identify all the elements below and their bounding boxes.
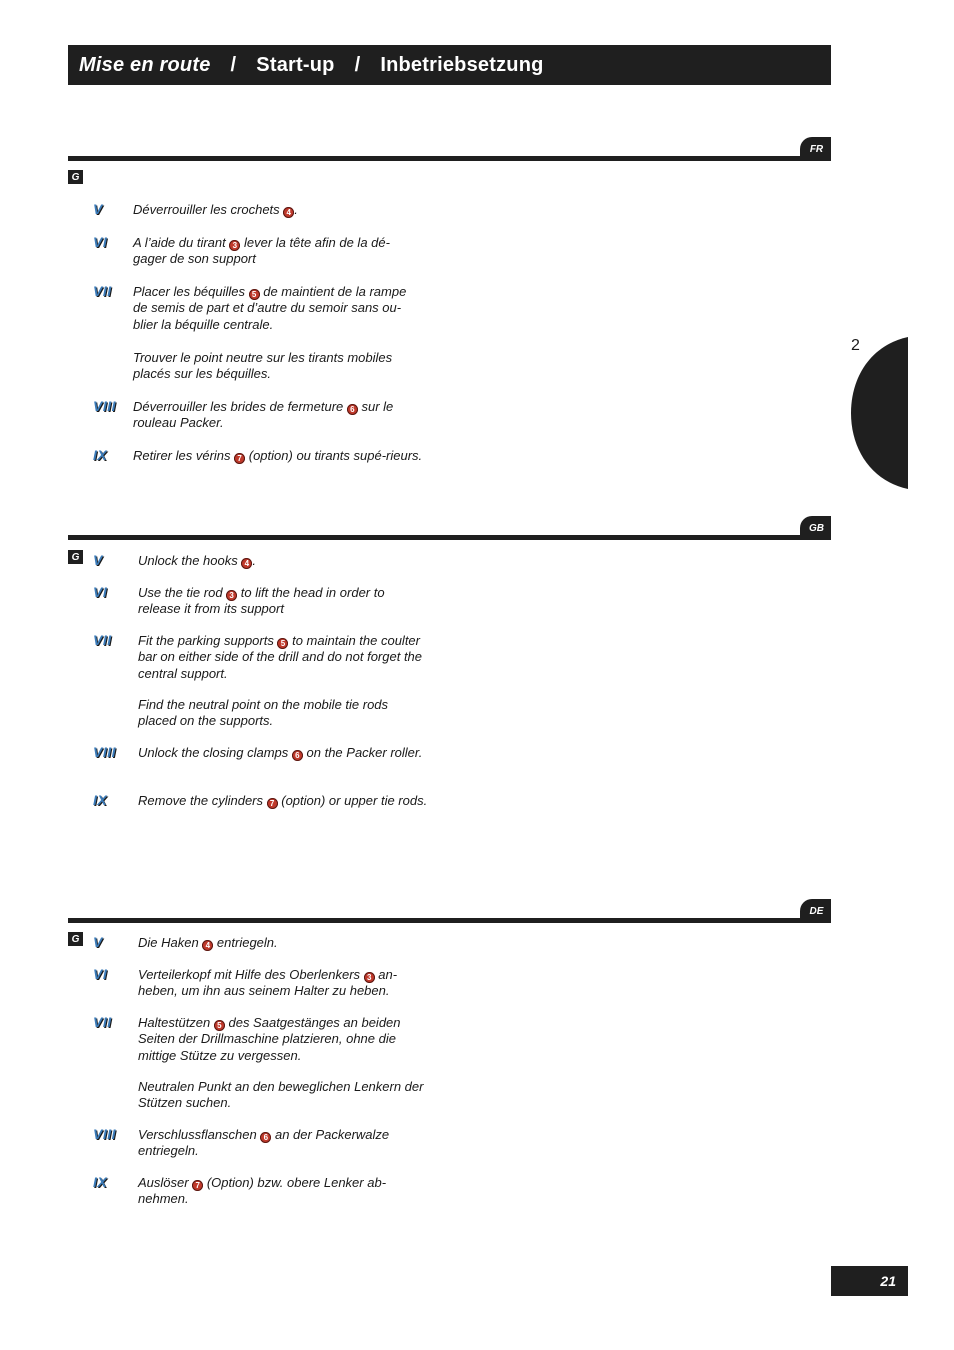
- step-text: Unlock the closing clamps 6 on the Packer roller.: [138, 745, 423, 760]
- header-separator: /: [230, 53, 237, 76]
- step-number: VII: [93, 632, 112, 648]
- step-number: VII: [93, 283, 112, 299]
- callout-badge: 5: [249, 289, 260, 300]
- header-title-de: Inbetriebsetzung: [380, 53, 544, 76]
- step-text: Fit the parking supports 5 to maintain the coulter bar on either side of the drill and do not forget the central support.: [138, 633, 423, 681]
- step-text: Haltestützen 5 des Saatgestänges an beiden Seiten der Drillmaschine platzieren, ohne die mittige Stütze zu vergessen.: [138, 1015, 401, 1063]
- callout-badge: 5: [214, 1020, 225, 1031]
- callout-badge: 6: [260, 1132, 271, 1143]
- lang-tab-fr: FR: [800, 137, 831, 161]
- callout-badge: 7: [192, 1180, 203, 1191]
- step-text: Neutralen Punkt an den beweglichen Lenkern der Stützen suchen.: [138, 1079, 424, 1111]
- step-text: Verschlussflanschen 6 an der Packerwalze entriegeln.: [138, 1127, 390, 1159]
- chapter-tab: [851, 337, 908, 489]
- step-text: Déverrouiller les brides de fermeture 6 sur le rouleau Packer.: [133, 399, 394, 431]
- callout-badge: 6: [292, 750, 303, 761]
- step-number: V: [93, 934, 103, 950]
- step-number: IX: [93, 792, 108, 808]
- section-marker-gb: G: [68, 550, 83, 564]
- callout-badge: 3: [364, 972, 375, 983]
- step-number: V: [93, 201, 103, 217]
- step-text: Remove the cylinders 7 (option) or upper tie rods.: [138, 793, 428, 808]
- step-text: Find the neutral point on the mobile tie rods placed on the supports.: [138, 697, 389, 729]
- step-text: Unlock the hooks 4 .: [138, 553, 256, 568]
- chapter-number: 2: [851, 337, 860, 354]
- step-text: Trouver le point neutre sur les tirants mobiles placés sur les béquilles.: [133, 350, 393, 382]
- step-number: V: [93, 552, 103, 568]
- step-number: VI: [93, 234, 108, 250]
- header-bar: [68, 45, 831, 85]
- header-title-fr: Mise en route: [79, 53, 211, 76]
- header-title-gb: Start-up: [256, 53, 335, 76]
- header-separator: /: [354, 53, 361, 76]
- step-number: IX: [93, 447, 108, 463]
- step-text: Déverrouiller les crochets 4 .: [133, 202, 298, 217]
- callout-badge: 4: [202, 940, 213, 951]
- step-number: VIII: [93, 398, 117, 414]
- step-text: Die Haken 4 entriegeln.: [138, 935, 278, 950]
- step-text: Auslöser 7 (Option) bzw. obere Lenker ab-nehmen.: [138, 1175, 387, 1207]
- callout-badge: 3: [226, 590, 237, 601]
- callout-badge: 7: [267, 798, 278, 809]
- callout-badge: 3: [229, 240, 240, 251]
- step-number: IX: [93, 1174, 108, 1190]
- callout-badge: 6: [347, 404, 358, 415]
- lang-tab-gb: GB: [800, 516, 831, 540]
- callout-badge: 4: [283, 207, 294, 218]
- callout-badge: 5: [277, 638, 288, 649]
- step-number: VI: [93, 584, 108, 600]
- callout-badge: 4: [241, 558, 252, 569]
- section-rule-gb: [68, 535, 831, 540]
- section-rule-de: [68, 918, 831, 923]
- step-number: VII: [93, 1014, 112, 1030]
- step-number: VIII: [93, 744, 117, 760]
- step-text: Verteilerkopf mit Hilfe des Oberlenkers 3 an-heben, um ihn aus seinem Halter zu heben.: [138, 967, 398, 999]
- step-number: VIII: [93, 1126, 117, 1142]
- page-number: 21: [831, 1266, 908, 1296]
- section-marker-fr: G: [68, 170, 83, 184]
- step-text: Use the tie rod 3 to lift the head in order to release it from its support: [138, 585, 385, 617]
- step-text: Retirer les vérins 7 (option) ou tirants supé-rieurs.: [133, 448, 423, 463]
- step-number: VI: [93, 966, 108, 982]
- callout-badge: 7: [234, 453, 245, 464]
- step-text: A l’aide du tirant 3 lever la tête afin de la dé-gager de son support: [133, 235, 390, 267]
- step-text: Placer les béquilles 5 de maintient de la rampe de semis de part et d’autre du semoir sans ou-blier la béquille centrale.: [133, 284, 407, 332]
- section-marker-de: G: [68, 932, 83, 946]
- lang-tab-de: DE: [800, 899, 831, 923]
- section-rule-fr: [68, 156, 831, 161]
